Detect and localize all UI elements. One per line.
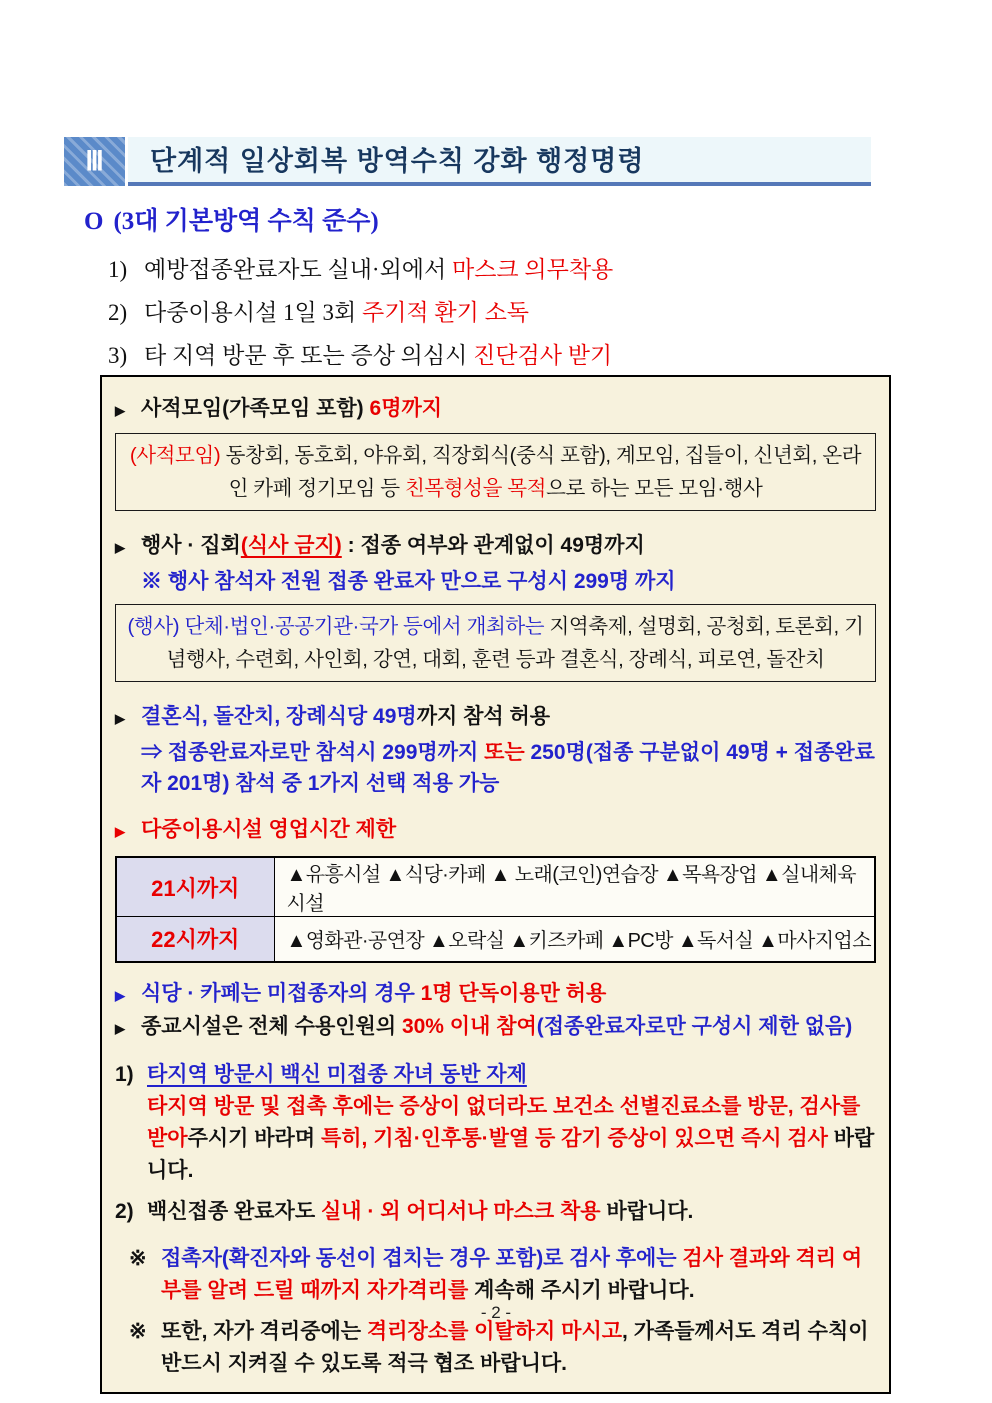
item-number: 2) <box>108 300 128 325</box>
text-segment: ▶ <box>115 1020 125 1036</box>
intro-section <box>84 201 914 377</box>
text-segment: ▶ <box>115 711 125 726</box>
text-segment: 주시기 바라며 <box>187 1126 321 1150</box>
text-segment: 타지역 방문 및 접촉 후에는 증상이 없더라도 보건소 선별진료소를 방문, 검사를 받아 <box>147 1094 861 1150</box>
text-segment: 바랍니다. <box>600 1199 694 1223</box>
list-item <box>108 291 914 334</box>
footnote-text <box>161 1316 876 1380</box>
item-text <box>144 248 613 291</box>
text-segment: 타지역 방문시 백신 미접종 자녀 동반 자제 <box>147 1062 527 1086</box>
footnote-text <box>161 1243 876 1307</box>
footnote-2 <box>115 1316 876 1380</box>
text-segment: 타 지역 방문 후 또는 증상 의심시 <box>144 343 474 368</box>
time-limit-cell: 21시까지 <box>116 857 274 917</box>
text-segment: 1명 단독이용만 허용 <box>420 981 607 1005</box>
text-segment: 특히, 기침·인후통·발열 등 감기 증상이 있으면 즉시 검사 <box>320 1126 828 1150</box>
paragraph-number: 2) <box>115 1199 134 1223</box>
section-header <box>64 137 871 186</box>
wedding-note <box>115 737 876 799</box>
text-segment: ※ 행사 참석자 전원 접종 완료자 만으로 구성시 299명 까지 <box>141 570 676 593</box>
circle-marker: O <box>84 208 104 235</box>
paragraph-1 <box>115 1059 876 1187</box>
triangle-bullet-icon <box>115 530 141 563</box>
paragraph-body <box>147 1059 876 1187</box>
text-segment: 격리장소를 이탈하지 마시고 <box>366 1319 623 1343</box>
title-bar <box>128 137 871 186</box>
text-segment: 실내 · 외 어디서나 마스크 착용 <box>320 1199 601 1223</box>
triangle-bullet-icon <box>115 1011 141 1044</box>
rule-text <box>141 1011 876 1044</box>
rule-business-hours <box>115 814 876 847</box>
facilities-cell: ▲영화관·공연장 ▲오락실 ▲키즈카페 ▲PC방 ▲독서실 ▲마사지업소 <box>274 917 875 962</box>
rule-wedding <box>115 701 876 734</box>
rule-text <box>141 701 876 734</box>
rule-event <box>115 530 876 563</box>
page-title: 단계적 일상회복 방역수칙 강화 행정명령 <box>150 146 645 176</box>
rule-religion <box>115 1011 876 1044</box>
text-segment: (행사) 단체·법인·공공기관·국가 등에서 개최하는 <box>127 615 550 638</box>
text-segment: 종교시설은 전체 수용인원의 <box>141 1014 402 1038</box>
text-segment: ※ <box>129 1246 147 1270</box>
reference-mark-icon <box>129 1316 161 1380</box>
rule-text <box>141 530 876 563</box>
intro-items <box>84 248 914 377</box>
triangle-bullet-icon <box>115 393 141 426</box>
text-segment: 식당 · 카페는 미접종자의 경우 <box>141 981 421 1005</box>
text-segment: ▶ <box>115 987 125 1003</box>
text-segment: 바랍니다. <box>147 1126 875 1182</box>
text-segment: 동창회, 동호회, 야유회, 직장회식(중식 포함), 계모임, 집들이, 신년회, 온라인 카페 정기모임 등 <box>225 444 862 500</box>
paragraph-2 <box>115 1196 876 1228</box>
text-segment: 계속해 주시기 바랍니다. <box>468 1278 695 1302</box>
text-segment: 접촉자(확진자와 동선이 겹치는 경우 포함)로 검사 후에는 <box>161 1246 683 1270</box>
text-segment: : 접종 여부와 관계없이 49명까지 <box>341 534 645 557</box>
text-segment: 주기적 환기 소독 <box>362 300 530 325</box>
text-segment: (접종완료자로만 구성시 제한 없음) <box>536 1014 853 1038</box>
item-text <box>144 334 612 377</box>
private-meeting-detail-box <box>115 433 876 511</box>
intro-heading-text: (3대 기본방역 수칙 준수) <box>113 208 379 235</box>
table-row <box>116 857 875 917</box>
text-segment: 까지 참석 허용 <box>416 705 551 728</box>
text-segment: ⇒ 접종완료자로만 참석시 299명까지 <box>141 741 485 764</box>
rule-text <box>141 393 876 426</box>
text-segment: 지역축제, 설명회, 공청회, 토론회, 기념행사, 수련회, 사인회, 강연, 대회, 훈련 등과 결혼식, 장례식, 피로연, 돌잔치 <box>166 615 864 671</box>
text-segment: 6명까지 <box>369 397 443 420</box>
section-numeral: Ⅲ <box>85 146 104 176</box>
table-row <box>116 917 875 962</box>
text-segment: 검사 결과와 격리 여부를 알려 드릴 때까지 자가격리를 <box>161 1246 863 1302</box>
paragraph-number: 1) <box>115 1062 134 1086</box>
text-segment: 으로 하는 모든 모임·행사 <box>546 477 763 500</box>
text-segment: 또는 <box>484 741 525 764</box>
text-segment: 사적모임(가족모임 포함) <box>141 397 370 420</box>
text-segment: ▶ <box>115 403 125 418</box>
page-footer: - 2 - <box>480 1303 512 1322</box>
text-segment: 또한, 자가 격리중에는 <box>161 1319 367 1343</box>
triangle-bullet-icon <box>115 978 141 1011</box>
time-limit-cell: 22시까지 <box>116 917 274 962</box>
text-segment: 다중이용시설 1일 3회 <box>144 300 362 325</box>
text-segment: 마스크 의무착용 <box>452 257 614 282</box>
section-number-badge <box>64 137 125 186</box>
text-segment: 행사 · 집회 <box>141 534 241 557</box>
paragraph-heading <box>147 1063 527 1086</box>
text-segment: ▶ <box>115 824 125 839</box>
item-number: 3) <box>108 343 128 368</box>
text-segment: 진단검사 받기 <box>473 343 613 368</box>
triangle-bullet-icon <box>115 701 141 734</box>
item-number: 1) <box>108 257 128 282</box>
intro-heading <box>84 201 914 237</box>
event-detail-box <box>115 604 876 682</box>
text-segment: (식사 금지) <box>240 534 342 557</box>
text-segment: 예방접종완료자도 실내·외에서 <box>144 257 452 282</box>
list-item <box>108 248 914 291</box>
rule-text <box>141 978 876 1011</box>
text-segment: 30% 이내 참여 <box>401 1014 537 1038</box>
list-item <box>108 334 914 377</box>
triangle-bullet-icon <box>115 814 141 847</box>
text-segment: ▶ <box>115 540 125 555</box>
reference-mark-icon <box>129 1243 161 1307</box>
text-segment: 친목형성을 목적 <box>404 477 547 500</box>
text-segment: 결혼식, 돌잔치, 장례식당 49명 <box>141 705 417 728</box>
text-segment: 다중이용시설 영업시간 제한 <box>141 818 397 841</box>
rule-private-meeting <box>115 393 876 426</box>
footnote-1 <box>115 1243 876 1307</box>
event-note <box>115 566 876 597</box>
text-segment: , 가족들께서도 격리 수칙이 반드시 지켜질 수 있도록 적극 협조 바랍니다. <box>161 1319 869 1375</box>
business-hours-table <box>115 856 876 963</box>
rule-restaurant <box>115 978 876 1011</box>
paragraph-text <box>147 1095 874 1182</box>
rule-text <box>141 814 876 847</box>
text-segment: ※ <box>129 1319 147 1343</box>
text-segment: (사적모임) <box>129 444 226 467</box>
rules-box <box>100 375 891 1394</box>
text-segment: 250명(접종 구분없이 49명 + 접종완료자 201명) 참석 중 1가지 선택 적용 가능 <box>141 741 875 795</box>
paragraph-text <box>147 1196 876 1228</box>
text-segment: 백신접종 완료자도 <box>147 1199 321 1223</box>
facilities-cell: ▲유흥시설 ▲식당·카페 ▲ 노래(코인)연습장 ▲목욕장업 ▲실내체육시설 <box>274 857 875 917</box>
item-text <box>144 291 529 334</box>
